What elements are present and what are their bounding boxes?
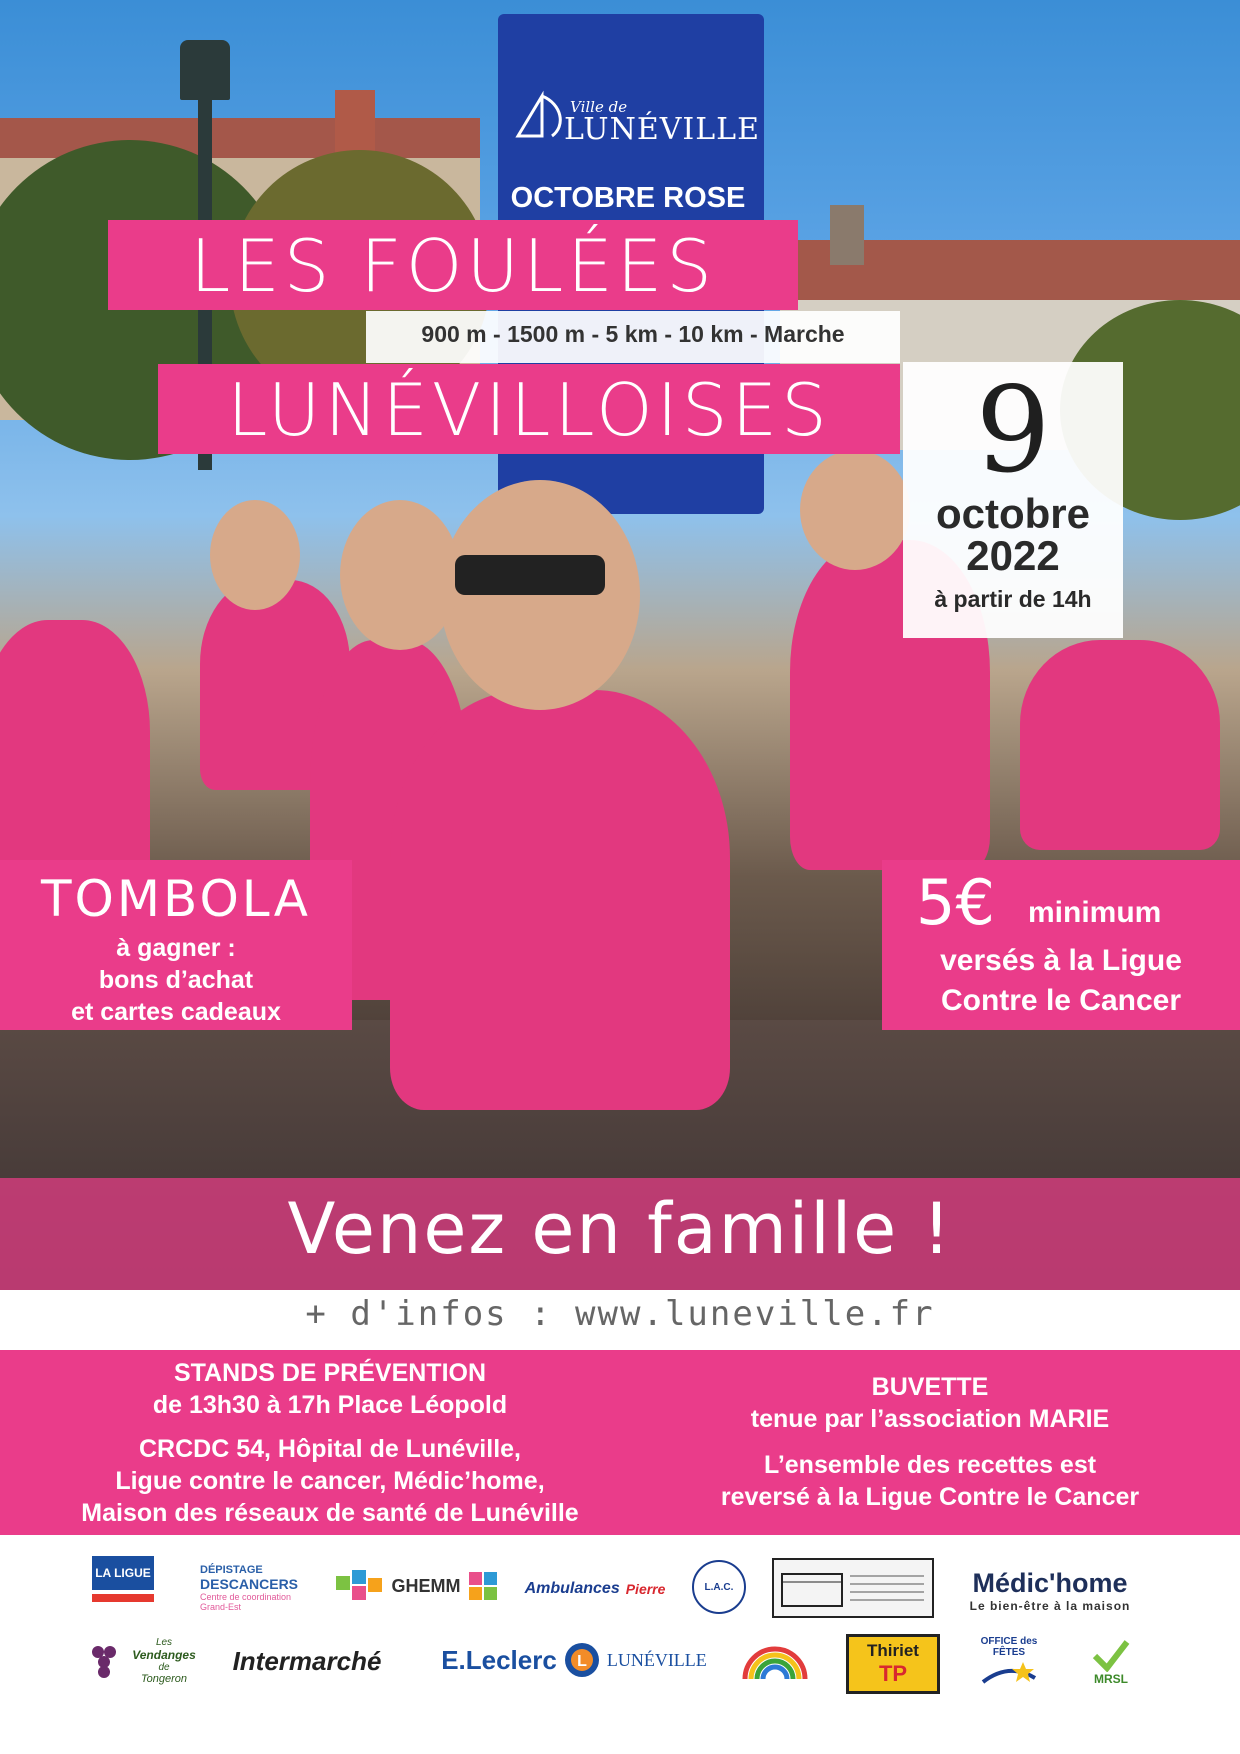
ghemm-mark-icon [334,1566,384,1606]
logo-mark-icon [512,86,572,146]
sponsor-office-fetes-logo [966,1634,1052,1690]
mrsl-check-icon [1091,1638,1131,1672]
vendanges-text: Vendanges [132,1648,196,1662]
lamp-head [180,40,230,100]
logo-city-name: LUNÉVILLE [564,112,760,147]
grapes-icon [86,1642,126,1682]
tombola-box [0,860,352,1030]
title-box-line1 [108,220,798,310]
ambulances-text: Ambulances [524,1580,620,1597]
title-box-line2 [158,364,900,454]
sponsor-thiriet-logo [846,1634,940,1694]
buvette-proceeds-line: L’ensemble des recettes est [763,1451,1097,1479]
rainbow-children-icon [739,1635,811,1689]
donation-line: versés à la Ligue [940,944,1182,977]
donation-line: Contre le Cancer [940,984,1182,1017]
runner [0,620,150,900]
stands-title: STANDS DE PRÉVENTION [173,1359,487,1387]
mrsl-text: MRSL [1094,1672,1128,1686]
sponsor-leclerc-logo [424,1638,724,1682]
info-band [0,1350,1240,1535]
date-month: octobre [935,490,1090,537]
lac-text: L.A.C. [704,1581,734,1593]
event-label: OCTOBRE ROSE [510,182,746,214]
runner-head [440,480,640,710]
vendanges-text: Les [155,1637,173,1648]
event-distances: 900 m - 1500 m - 5 km - 10 km - Marche [421,321,845,347]
sponsor-carte-saint-charles-logo [772,1558,934,1618]
slogan: Venez en famille ! [287,1188,953,1270]
depistage-text: DÉPISTAGE [200,1564,263,1576]
sponsor-ambulances-logo [520,1572,670,1606]
medichome-tagline: Le bien-être à la maison [969,1598,1131,1613]
buvette-title: BUVETTE [871,1373,989,1401]
event-title-line2: LUNÉVILLOISES [227,368,831,452]
sponsor-lac-logo [692,1560,746,1614]
intermarche-text: Intermarché [232,1645,382,1676]
date-day: 9 [975,361,1051,499]
thiriet-sub: TP [878,1661,908,1686]
runner-head [340,500,460,650]
donation-minimum: minimum [1028,896,1162,929]
date-year: 2022 [966,532,1060,579]
date-start-time: à partir de 14h [934,586,1092,612]
distances-box [366,311,900,363]
leclerc-city: LUNÉVILLE [606,1649,707,1670]
slogan-band [0,1178,1240,1290]
ambulances-name: Pierre [625,1581,666,1597]
svg-text:L: L [576,1653,587,1670]
stands-partner-line: Maison des réseaux de santé de Lunéville [81,1499,579,1527]
runner-main [390,690,730,1110]
office-fetes-text: OFFICE des FÊTES [980,1636,1038,1658]
medichome-text: Médic'home [972,1567,1128,1598]
sponsor-marie-association-logo [738,1634,812,1690]
tombola-title: TOMBOLA [40,870,312,928]
runner [1020,640,1220,850]
sponsor-intermarche-logo [212,1642,402,1680]
star-swoosh-icon [979,1658,1039,1688]
buvette-proceeds-line: reversé à la Ligue Contre le Cancer [720,1483,1140,1511]
sponsor-vendanges-logo [86,1632,212,1690]
date-card [903,362,1123,638]
ville-de-luneville-logo [512,62,760,152]
depistage-text: DESCANCERS [200,1576,299,1592]
building-sketch-icon [778,1564,928,1612]
sponsor-ghemm-logo [330,1564,500,1608]
sponsor-mrsl-logo [1086,1632,1136,1692]
sponsor-la-ligue-logo [92,1548,154,1610]
event-title-line1: LES FOULÉES [190,224,716,308]
depistage-text: Grand-Est [200,1602,242,1612]
chimney [830,205,864,265]
vendanges-text: de [158,1662,170,1673]
thiriet-text: Thiriet [867,1641,919,1660]
stands-time-place: de 13h30 à 17h Place Léopold [152,1391,508,1419]
sponsor-depistage-logo [200,1560,310,1616]
vendanges-text: Tongeron [140,1673,188,1685]
tombola-line: bons d’achat [98,966,254,994]
more-info-link[interactable]: + d'infos : www.luneville.fr [305,1294,935,1334]
depistage-text: Centre de coordination [200,1592,292,1602]
ghemm-text: GHEMM [391,1575,461,1596]
tombola-line: et cartes cadeaux [71,998,281,1026]
ghemm-grid-icon [469,1572,497,1600]
donation-box [882,860,1240,1030]
leclerc-text: E.Leclerc [441,1644,557,1675]
leclerc-l-icon [563,1641,601,1679]
sponsor-medichome-logo [956,1562,1144,1618]
runner-head [210,500,300,610]
buvette-held-by: tenue par l’association MARIE [750,1405,1110,1433]
tombola-line: à gagner : [116,934,236,962]
sunglasses [455,555,605,595]
la-ligue-text: LA LIGUE [95,1566,151,1580]
logo-small-text: Ville de [570,98,628,116]
stands-partner-line: Ligue contre le cancer, Médic’home, [115,1467,545,1495]
stands-partner-line: CRCDC 54, Hôpital de Lunéville, [138,1435,521,1463]
donation-amount: 5€ [916,866,995,939]
runner-head [800,450,910,570]
